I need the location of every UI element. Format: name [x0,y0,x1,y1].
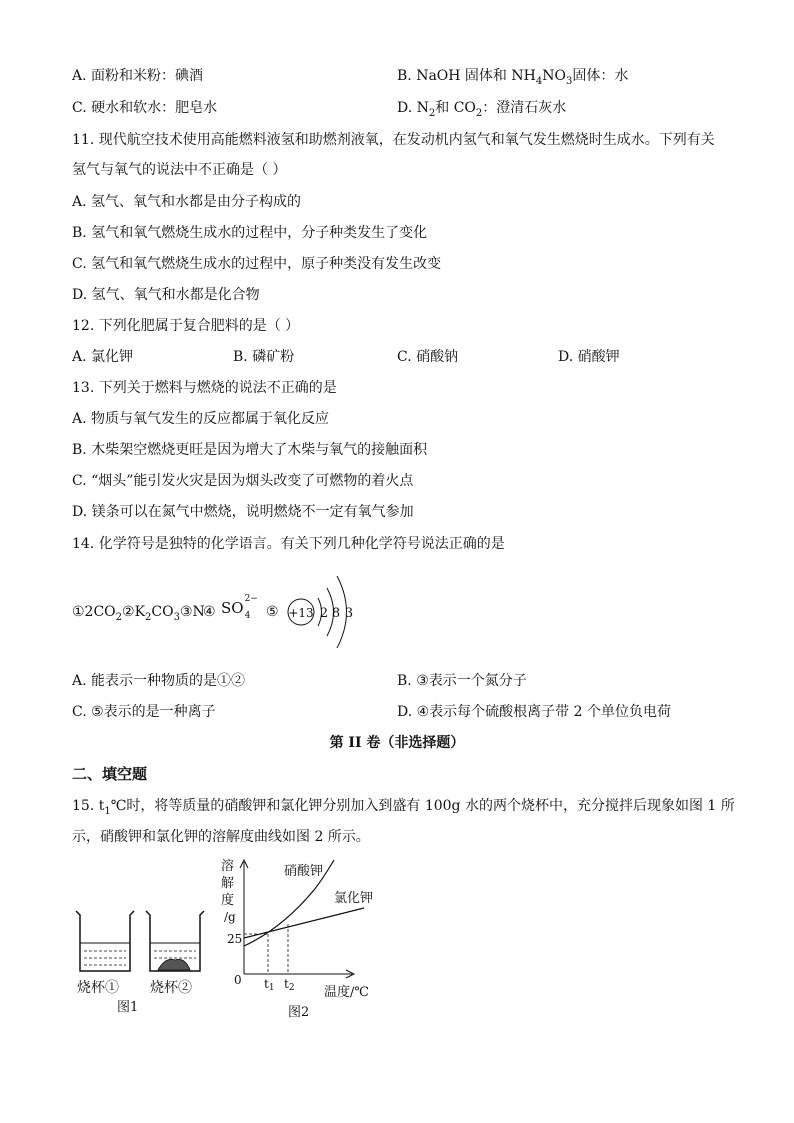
q11-stem-line2: 氢气与氧气的说法中不正确是（ ） [72,162,287,178]
figure-1-caption: 图1 [117,1000,139,1015]
q13-option-d: D. 镁条可以在氮气中燃烧，说明燃烧不一定有氧气参加 [72,504,414,520]
x-tick-t2: t2 [284,977,295,993]
q14-sulfate-ion: SO 2− 4 [221,594,258,621]
q14-option-c: C. ⑤表示的是一种离子 [72,704,216,720]
q11-option-a: A. 氢气、氧气和水都是由分子构成的 [72,194,302,210]
q10-option-a: A. 面粉和米粉：碘酒 [72,68,204,84]
q14-stem: 14. 化学符号是独特的化学语言。有关下列几种化学符号说法正确的是 [72,536,505,552]
q10-option-d: D. $N_2$和 $CO_2$：澄清石灰水 [397,100,567,119]
q11-option-c: C. 氢气和氧气燃烧生成水的过程中，原子种类没有发生改变 [72,256,442,272]
potassium-chloride-label: 氯化钾 [334,891,374,906]
undissolved-solid [158,959,190,970]
q12-option-b: B. 磷矿粉 [233,349,295,365]
ylabel-unit: /g [224,910,236,924]
x-tick-t1: t1 [264,977,275,993]
q12-stem: 12. 下列化肥属于复合肥料的是（ ） [72,318,300,334]
section-title: 二、填空题 [72,765,148,783]
potassium-chloride-curve [244,908,364,938]
q14-symbol-4-label: ④ [203,604,216,620]
y-tick-25: 25 [227,932,243,946]
origin-label: 0 [234,973,242,987]
potassium-nitrate-label: 硝酸钾 [284,864,324,879]
shell-2-electrons: 8 [331,606,341,621]
figure-1-beakers [70,905,210,1015]
q14-symbol-5-label: ⑤ [266,604,279,620]
q14-option-b: B. ③表示一个氮分子 [397,673,527,689]
q14-option-a: A. 能表示一种物质的是①② [72,673,246,689]
q15-stem-line2: 示，硝酸钾和氯化钾的溶解度曲线如图 2 所示。 [72,829,370,845]
shell-1-electrons: 2 [319,606,329,621]
q15-stem-line1: 15. $t_1℃$时，将等质量的硝酸钾和氯化钾分别加入到盛有 100g 水的两个烧杯中，充分搅拌后现象如图 1 所 [72,798,735,817]
q11-option-d: D. 氢气、氧气和水都是化合物 [72,287,260,303]
beaker-2 [146,911,204,971]
aluminum-atom-structure-diagram [282,566,372,658]
q14-symbols-1-3: $①2CO_2②K_2CO_3③N$ [72,604,205,623]
q12-option-c: C. 硝酸钠 [397,349,459,365]
part-2-title: 第 II 卷（非选择题） [329,735,465,751]
shell-3-electrons: 3 [344,606,354,621]
q12-option-a: A. 氯化钾 [72,349,134,365]
ylabel-char-3: 度 [221,893,235,908]
ylabel-char-2: 解 [221,876,235,891]
nucleus-charge: +13 [288,606,314,620]
beaker-1-label: 烧杯① [77,980,119,996]
x-axis-label: 温度/℃ [324,985,369,1000]
q14-option-d: D. ④表示每个硫酸根离子带 2 个单位负电荷 [397,704,671,720]
q13-option-c: C. “烟头”能引发火灾是因为烟头改变了可燃物的着火点 [72,473,414,489]
q13-stem: 13. 下列关于燃料与燃烧的说法不正确的是 [72,380,337,396]
beaker-2-label: 烧杯② [150,980,192,996]
q13-option-b: B. 木柴架空燃烧更旺是因为增大了木柴与氧气的接触面积 [72,442,428,458]
q10-option-c: C. 硬水和软水：肥皂水 [72,100,218,116]
q11-option-b: B. 氢气和氧气燃烧生成水的过程中，分子种类发生了变化 [72,225,428,241]
beaker-1 [76,911,134,971]
q10-option-b: B. NaOH 固体和 $NH_4NO_3$固体：水 [397,68,629,87]
q11-stem-line1: 11. 现代航空技术使用高能燃料液氢和助燃剂液氧，在发动机内氢气和氧气发生燃烧时生成水。下列有关 [72,132,715,148]
figure-2-caption: 图2 [288,1005,310,1020]
q12-option-d: D. 硝酸钾 [558,349,620,365]
ylabel-char-1: 溶 [221,859,235,874]
figure-2-solubility-chart [212,850,392,1020]
q13-option-a: A. 物质与氧气发生的反应都属于氧化反应 [72,411,330,427]
